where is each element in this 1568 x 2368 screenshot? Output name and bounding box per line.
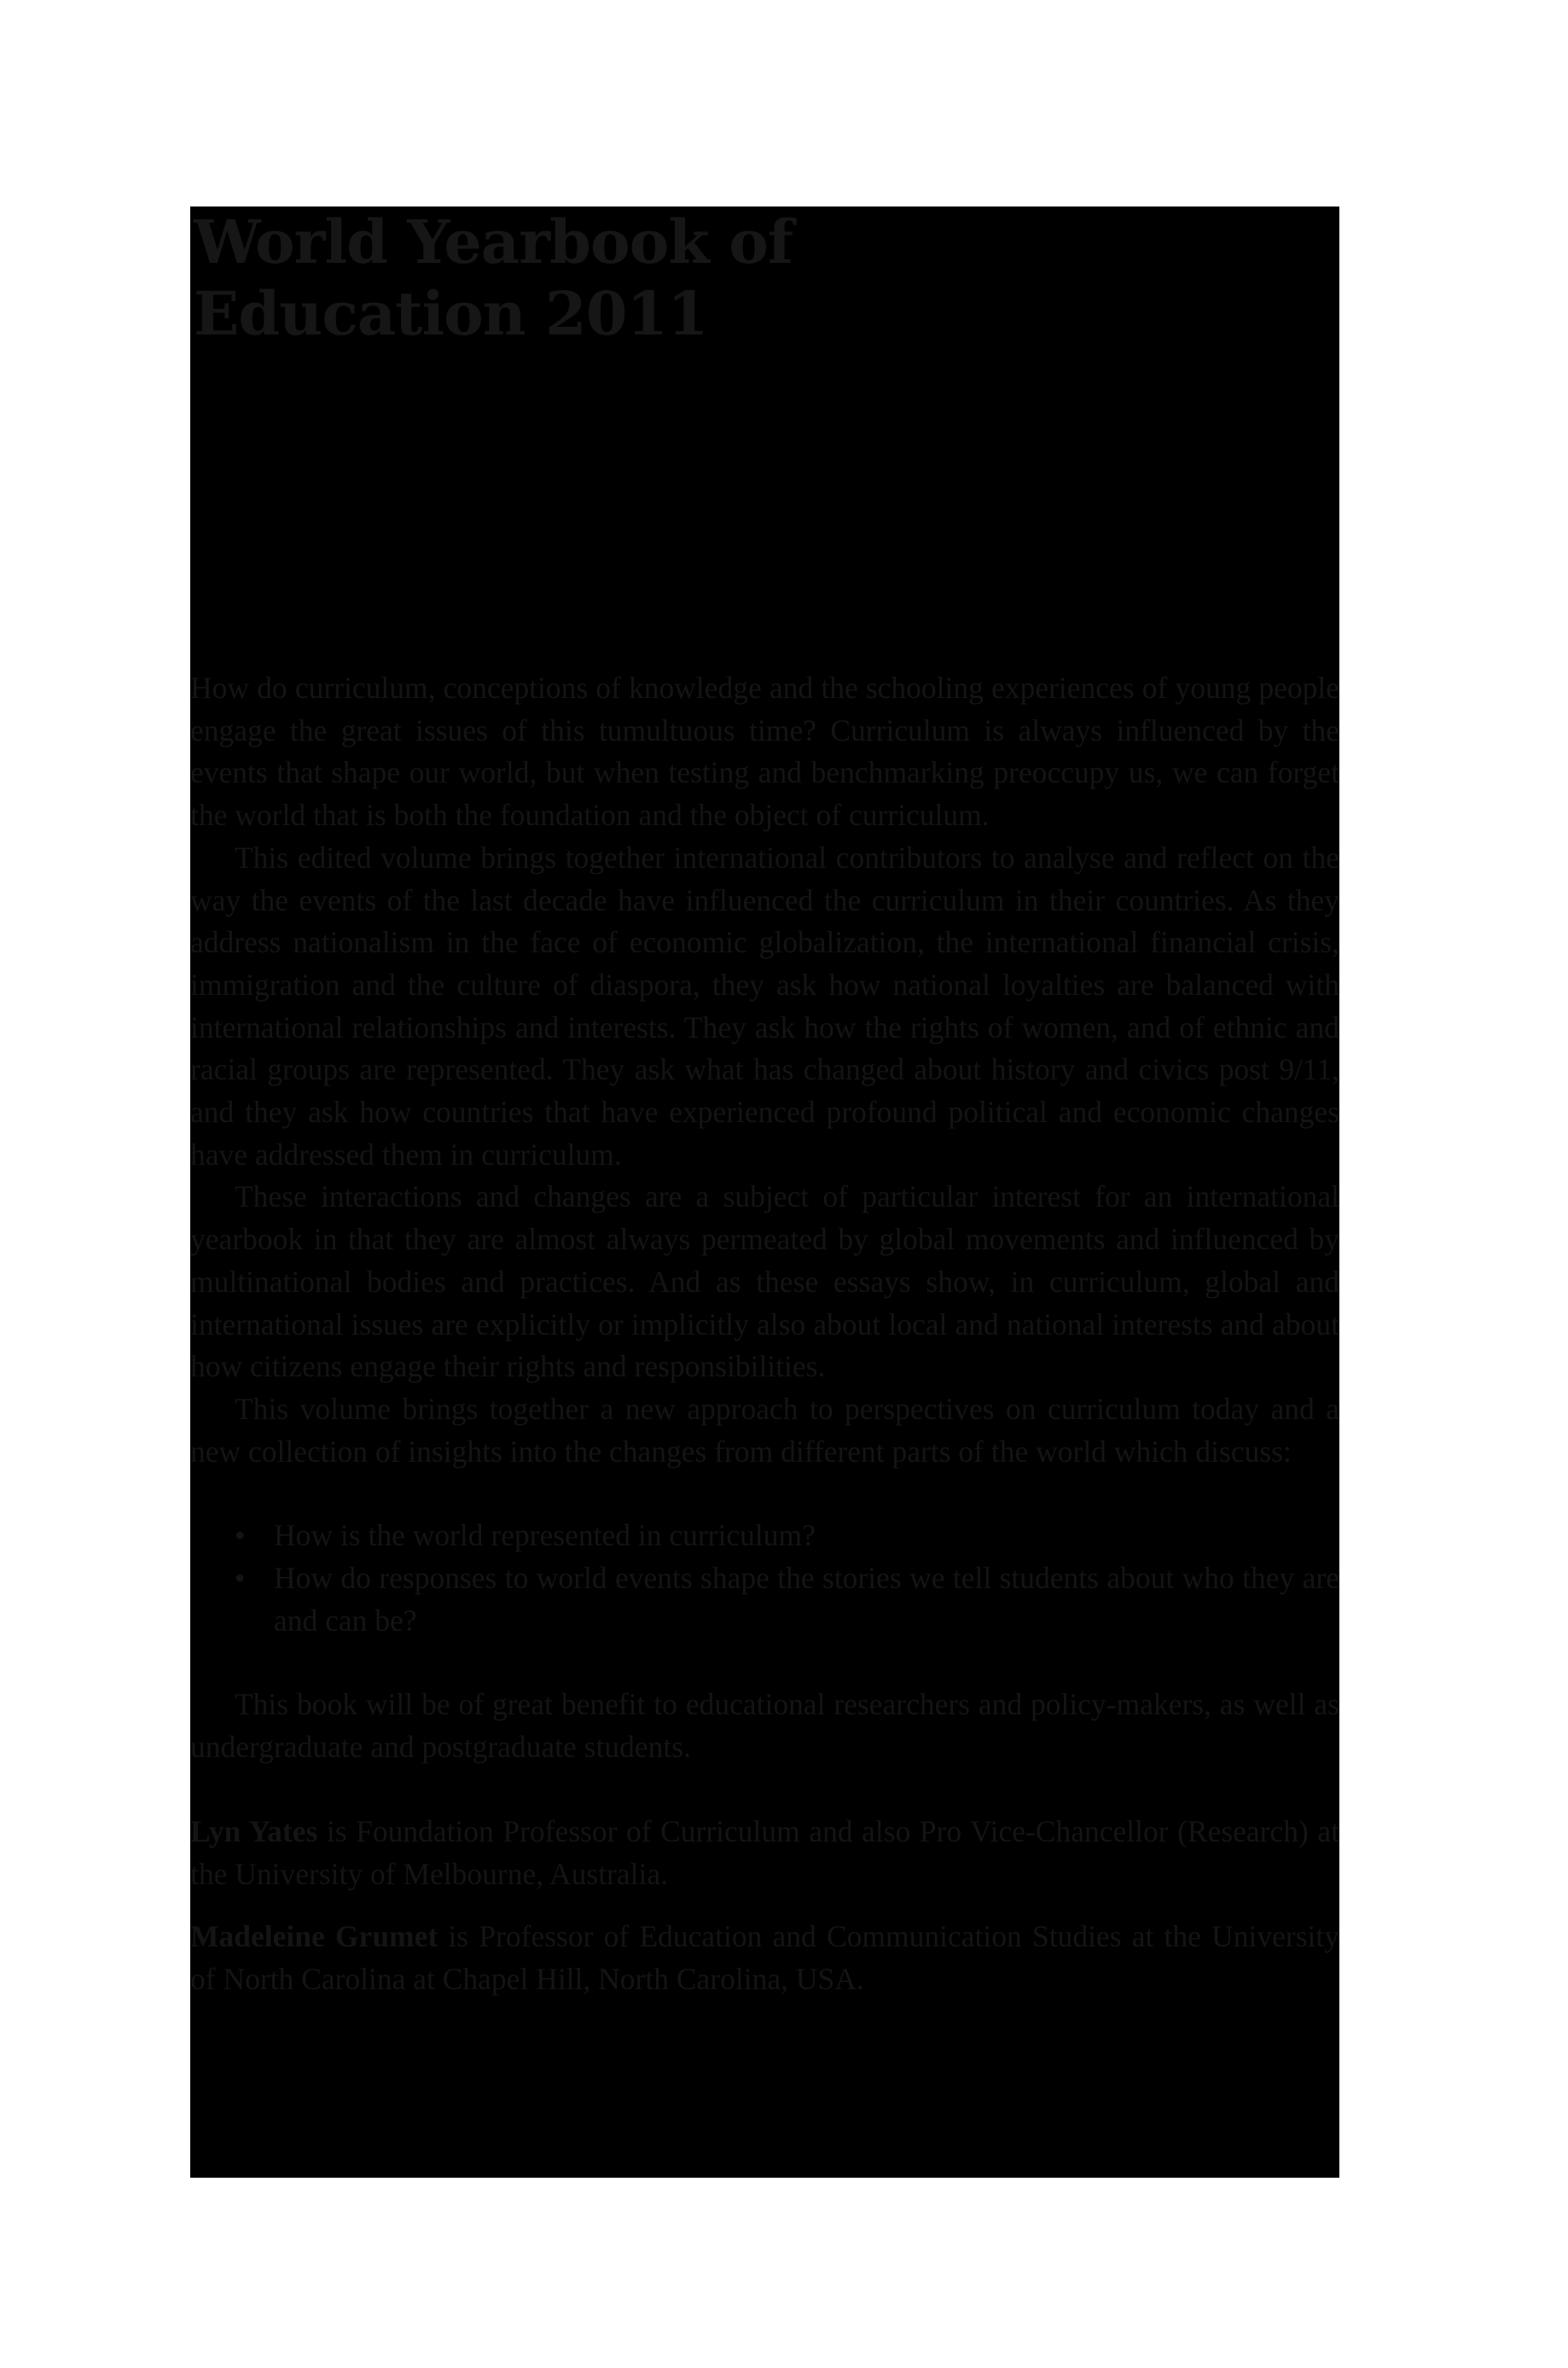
- bullet-icon: •: [235, 1561, 246, 1596]
- bullet-icon: •: [235, 1518, 246, 1553]
- author-bio-yates: [190, 1811, 1339, 1895]
- discussion-list: [190, 1515, 1339, 1642]
- spacer: [190, 1769, 1339, 1811]
- book-title-line-2: Education 2011: [194, 278, 708, 349]
- author-bio-text: is Foundation Professor of Curriculum and also Pro Vice-Chancellor (Research) at the University of Melbourne, Australia.: [190, 1813, 1339, 1891]
- paragraph-approach: This volume brings together a new approach to perspectives on curriculum today and a new collection of insights into the changes from different parts of the world which discuss:: [190, 1391, 1339, 1469]
- author-bio-text: is Professor of Education and Communication Studies at the University of North Carolina at Chapel Hill, North Carolina, USA.: [190, 1919, 1339, 1996]
- paragraph-volume: This edited volume brings together international contributors to analyse and reflect on the way the events of the last decade have influenced the curriculum in their countries. As they address nationalism in the face of economic globalization, the international financial crisis, immigration and the culture of diaspora, they ask how national loyalties are balanced with international relationships and interests. They ask how the rights of women, and of ethnic and racial groups are represented. They ask what has changed about history and civics post 9/11, and they ask how countries that have experienced profound political and economic changes have addressed them in curriculum.: [190, 840, 1339, 1172]
- list-item: [235, 1557, 1339, 1642]
- book-title: [194, 207, 793, 350]
- paragraph-interactions: These interactions and changes are a subject of particular interest for an international yearbook in that they are almost always permeated by global movements and influenced by multinational bodies and practices. And as these essays show, in curriculum, global and international issues are explicitly or implicitly also about local and national interests and about how citizens engage their rights and responsibilities.: [190, 1179, 1339, 1384]
- list-item-text: How do responses to world events shape the stories we tell students about who they are and can be?: [274, 1561, 1339, 1638]
- paragraph-intro: How do curriculum, conceptions of knowledge and the schooling experiences of young people engage the great issues of this tumultuous time? Curriculum is always influenced by the events that shape our world, but when testing and benchmarking preoccupy us, we can forget the world that is both the foundation and the object of curriculum.: [190, 671, 1339, 833]
- author-bio-grumet: [190, 1916, 1339, 2000]
- list-item-text: How is the world represented in curriculum?: [274, 1518, 816, 1553]
- content-block: [190, 207, 1339, 2178]
- paragraph-closing: This book will be of great benefit to educational researchers and policy-makers, as well as undergraduate and postgraduate students.: [190, 1687, 1339, 1765]
- book-description: [190, 667, 1339, 2001]
- author-name: Madeleine Grumet: [190, 1919, 438, 1954]
- book-title-line-1: World Yearbook of: [194, 207, 793, 277]
- list-item: [235, 1515, 1339, 1557]
- author-name: Lyn Yates: [190, 1813, 318, 1848]
